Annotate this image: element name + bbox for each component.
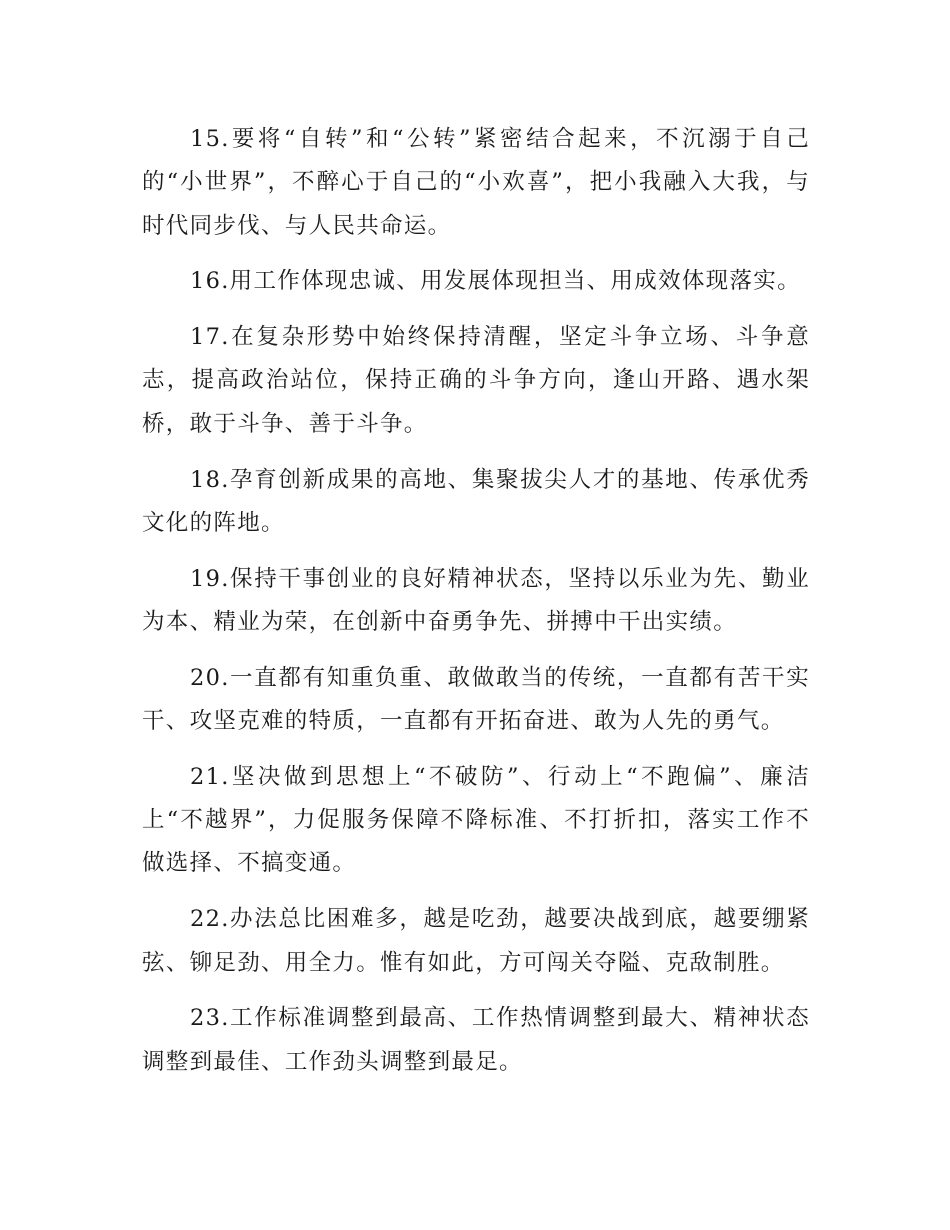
paragraph-20: 20.一直都有知重负重、敢做敢当的传统，一直都有苦干实干、攻坚克难的特质，一直都有开拓奋进、敢为人先的勇气。: [142, 664, 810, 735]
paragraph-17: 17.在复杂形势中始终保持清醒，坚定斗争立场、斗争意志，提高政治站位，保持正确的斗争方向，逢山开路、遇水架桥，敢于斗争、善于斗争。: [142, 324, 810, 437]
paragraph-15: 15.要将“自转”和“公转”紧密结合起来，不沉溺于自己的“小世界”，不醉心于自己的“小欢喜”，把小我融入大我，与时代同步伐、与人民共命运。: [142, 126, 810, 239]
paragraph-18: 18.孕育创新成果的高地、集聚拔尖人才的基地、传承优秀文化的阵地。: [142, 466, 810, 536]
paragraph-22: 22.办法总比困难多，越是吃劲，越要决战到底，越要绷紧弦、铆足劲、用全力。惟有如此，方可闯关夺隘、克敌制胜。: [142, 906, 810, 976]
paragraph-21: 21.坚决做到思想上“不破防”、行动上“不跑偏”、廉洁上“不越界”，力促服务保障不降标准、不打折扣，落实工作不做选择、不搞变通。: [142, 763, 810, 877]
document-body: [142, 118, 810, 1096]
paragraph-16: 16.用工作体现忠诚、用发展体现担当、用成效体现落实。: [190, 268, 801, 295]
paragraph-19: 19.保持干事创业的良好精神状态，坚持以乐业为先、勤业为本、精业为荣，在创新中奋勇争先、拼搏中干出实绩。: [142, 565, 810, 635]
paragraph-23: 23.工作标准调整到最高、工作热情调整到最大、精神状态调整到最佳、工作劲头调整到最足。: [142, 1005, 810, 1075]
